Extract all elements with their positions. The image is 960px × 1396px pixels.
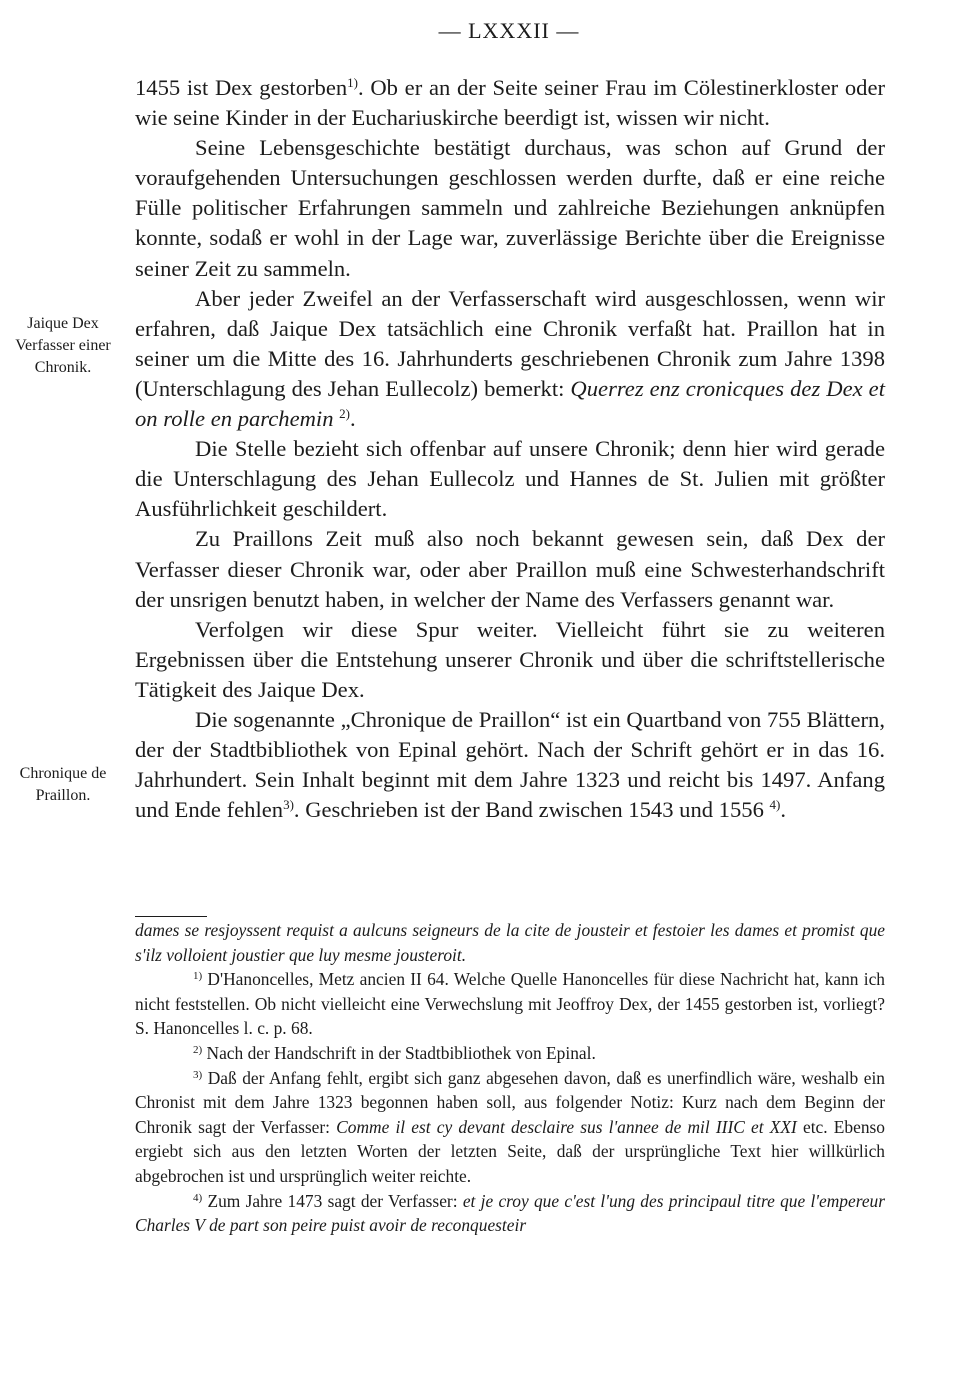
page-header — [0, 18, 960, 44]
praillon-quote: Querrez enz cronicques dez Dex et on rolle en parchemin — [135, 375, 885, 432]
footnote-2: $^{2)}$ Nach der Handschrift in der Stadtbibliothek von Epinal. — [193, 1042, 596, 1063]
footnote-ref-3: 3) — [283, 797, 294, 813]
paragraph-5: Zu Praillons Zeit muß also noch bekannt gewesen sein, daß Dex der Verfasser dieser Chronik war, oder aber Praillon muß eine Schwesterhandschrift der unsrigen benutzt haben, in welcher der Name des Verfassers genannt war. — [135, 526, 885, 612]
footnote-ref-2: 2) — [339, 406, 350, 422]
footnote-divider — [135, 916, 207, 917]
margin-note-jaique-dex: Jaique Dex Verfasser einer Chronik. — [15, 315, 111, 376]
footnote-1: $^{1)}$ D'Hanoncelles, Metz ancien II 64. Welche Quelle Hanoncelles für diese Nachricht hat, kann ich nicht feststellen. Ob nicht vielleicht eine Verwechslung mit Jeoffroy Dex, der 1455 gestorben ist, vorliegt? S. Hanoncelles l. c. p. 68. — [135, 969, 885, 1039]
footnote-ref-4: 4) — [769, 797, 781, 813]
paragraph-6: Verfolgen wir diese Spur weiter. Vielleicht führt sie zu weiteren Ergebnissen über die Entstehung unserer Chronik und über die schriftstellerische Tätigkeit des Jaique Dex. — [135, 616, 885, 702]
footnote-4: $^{4)}$ Zum Jahre 1473 sagt der Verfasser: et je croy que c'est l'ung des principaul titre que l'empereur Charles V de part son peire puist avoir de reconquesteir — [135, 1190, 885, 1236]
footnote-carryover: dames se resjoyssent requist a aulcuns seigneurs de la cite de jousteir et festoier les dames et promist que s'ilz volloient joustier que luy mesme jousteroit. — [135, 920, 885, 965]
footnote-ref-1: 1) — [347, 75, 358, 90]
paragraph-1: 1455 ist Dex gestorben$^{1)}$. Ob er an der Seite seiner Frau im Cölestinerkloster oder wie seine Kinder in der Euchariuskirche beerdigt ist, wissen wir nicht. — [135, 75, 885, 131]
paragraph-7: Die sogenannte „Chronique de Praillon“ ist ein Quartband von 755 Blättern, der der Stadtbibliothek von Epinal gehört. Nach der Schrift gehört er in das 16. Jahrhundert. Sein Inhalt beginnt mit dem Jahre 1323 und reicht bis 1497. Anfang und Ende fehlen$^{3)}$. Geschrieben ist der Band zwischen 1543 und 1556 $^{4)}$. — [135, 706, 885, 823]
footnote-3: $^{3)}$ Daß der Anfang fehlt, ergibt sich ganz abgesehen davon, daß es unerfindlich wäre, weshalb ein Chronist mit dem Jahre 1323 begonnen haben soll, aus folgender Notiz: Kurz nach dem Beginn der Chronik sagt der Verfasser: Comme il est cy devant desclaire sus l'annee de mil IIIC et XXI etc. Ebenso ergiebt sich aus den letzten Worten der letzten Seite, daß der ursprüngliche Text hier willkürlich abgebrochen ist und ursprünglich weiter reichte. — [135, 1067, 885, 1186]
page-number: — LXXXII — — [438, 18, 580, 43]
paragraph-4: Die Stelle bezieht sich offenbar auf unsere Chronik; denn hier wird gerade die Unterschlagung des Jehan Eullecolz und Hannes de St. Julien mit größter Ausführlichkeit geschildert. — [135, 436, 885, 522]
paragraph-3: Aber jeder Zweifel an der Verfasserschaft wird ausgeschlossen, wenn wir erfahren, daß Jaique Dex tatsächlich eine Chronik verfaßt hat. Praillon hat in seiner um die Mitte des 16. Jahrhunderts geschriebenen Chronik zum Jahre 1398 (Unterschlagung des Jehan Eullecolz) bemerkt: Querrez enz cronicques dez Dex et on rolle en parchemin $^{2)}$. — [135, 285, 885, 432]
main-text — [135, 73, 885, 825]
margin-note-chronique-praillon: Chronique de Praillon. — [19, 765, 107, 804]
paragraph-2: Seine Lebensgeschichte bestätigt durchaus, was schon auf Grund der voraufgehenden Untersuchungen geschlossen werden durfte, daß er eine reiche Fülle politischer Erfahrungen sammeln und zahlreiche Beziehungen anknüpfen konnte, sodaß er wohl in der Lage war, zuverlässige Berichte über die Ereignisse seiner Zeit zu sammeln. — [135, 135, 885, 281]
footnotes — [135, 918, 885, 1238]
